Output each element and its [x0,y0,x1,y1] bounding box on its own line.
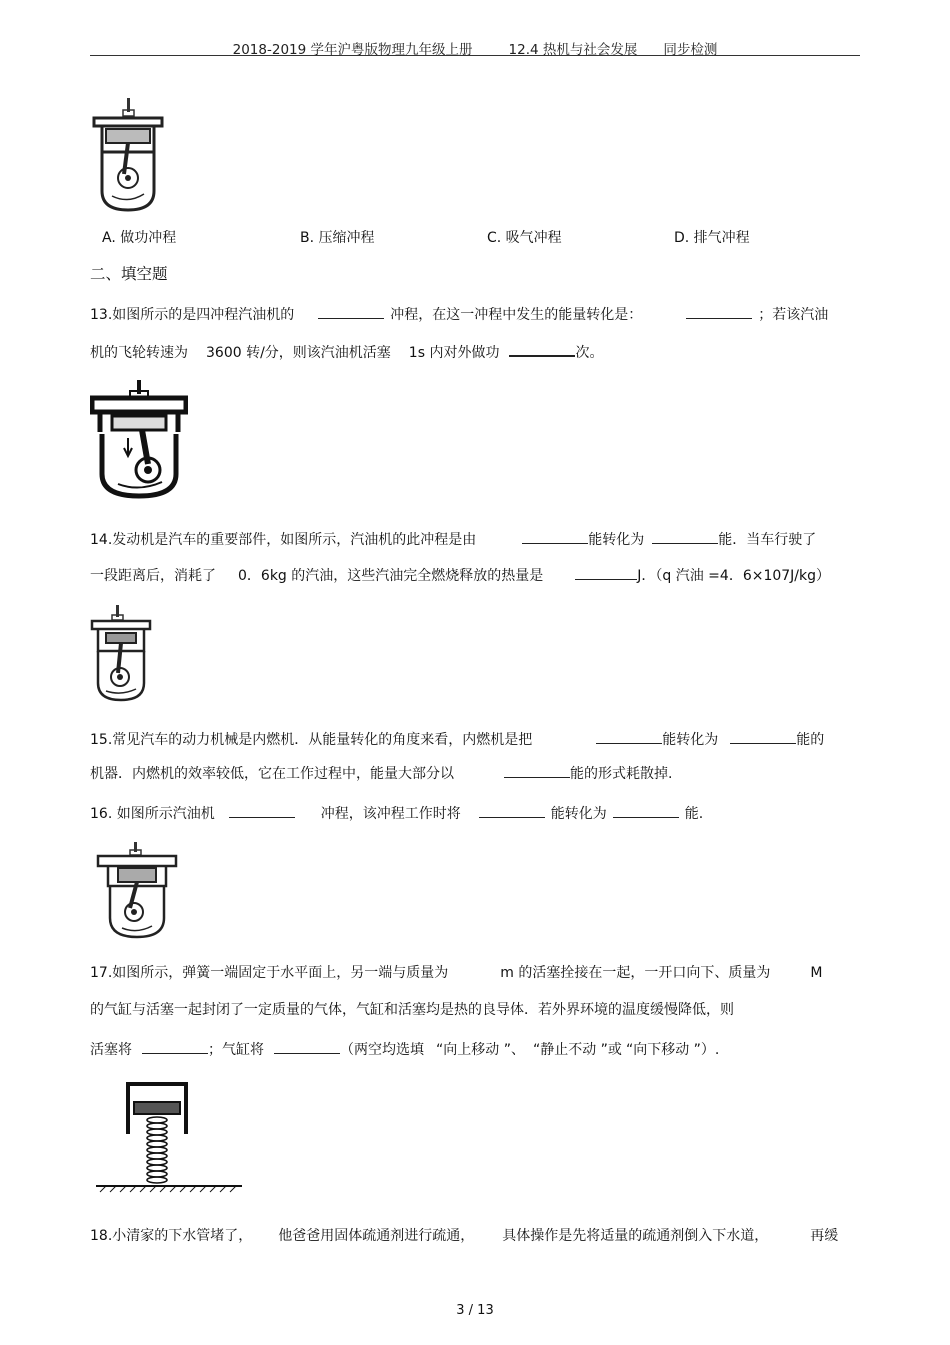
q15-blank-1[interactable] [596,728,662,744]
engine-figure-q12 [92,96,164,214]
q14-blank-2[interactable] [652,528,718,544]
q15-blank-3[interactable] [504,762,570,778]
header-rule [90,55,860,56]
header-subtitle: 同步检测 [663,42,718,58]
section-title: 二、填空题 [90,265,168,283]
engine-figure-q14 [90,603,152,703]
q13-line2: 机的飞轮转速为 3600 转/分，则该汽油机活塞 1s 内对外做功 次。 [90,340,603,362]
q16-blank-2[interactable] [479,802,545,818]
q13-blank-1[interactable] [318,303,384,319]
q15-line2: 机器．内燃机的效率较低，它在工作过程中，能量大部分以 能的形式耗散掉. [90,762,672,783]
option-b: B. 压缩冲程 [300,230,375,246]
q15-blank-2[interactable] [730,728,796,744]
q17-line3: 活塞将 ；气缸将 （两空均选填 “向上移动 ”、 “静止不动 ”或 “向下移动 ”）. [90,1038,719,1059]
q16-blank-3[interactable] [613,802,679,818]
engine-figure-q13 [90,378,188,500]
q15-line1: 15.常见汽车的动力机械是内燃机．从能量转化的角度来看，内燃机是把 能转化为 能的 [90,728,824,749]
q14-blank-1[interactable] [522,528,588,544]
spring-coils [147,1117,167,1183]
option-a: A. 做功冲程 [102,230,177,246]
q14-line1: 14.发动机是汽车的重要部件，如图所示，汽油机的此冲程是由 能转化为 能．当车行驶了 [90,528,816,549]
q13-blank-3[interactable] [509,340,575,357]
cylinder-spring-figure [94,1080,244,1196]
header-chapter: 12.4 热机与社会发展 [508,42,638,58]
page-number: 3 / 13 [456,1303,494,1318]
q18-line1: 18.小清家的下水管堵了， 他爸爸用固体疏通剂进行疏通， 具体操作是先将适量的疏通剂倒入下水道， 再缓 [90,1228,839,1244]
q13-line1: 13.如图所示的是四冲程汽油机的 冲程，在这一冲程中发生的能量转化是： ；若该汽油 [90,303,828,324]
option-c: C. 吸气冲程 [487,230,562,246]
q16-line: 16. 如图所示汽油机 冲程，该冲程工作时将 能转化为 能. [90,802,703,823]
header-title: 2018-2019 学年沪粤版物理九年级上册 [232,42,473,58]
q16-blank-1[interactable] [229,802,295,818]
q17-blank-1[interactable] [142,1038,208,1054]
engine-figure-q16 [96,840,178,940]
q17-line1: 17.如图所示，弹簧一端固定于水平面上，另一端与质量为 m 的活塞拴接在一起，一开口向下、质量为 M [90,965,823,981]
q17-line2: 的气缸与活塞一起封闭了一定质量的气体，气缸和活塞均是热的良导体．若外界环境的温度缓慢降低，则 [90,1002,734,1018]
option-d: D. 排气冲程 [674,230,750,246]
q17-blank-2[interactable] [274,1038,340,1054]
q14-blank-3[interactable] [575,564,637,580]
q13-blank-2[interactable] [686,303,752,319]
q14-line2: 一段距离后，消耗了 0．6kg 的汽油，这些汽油完全燃烧释放的热量是 J．（q 汽油 =4．6×107J/kg） [90,564,830,585]
